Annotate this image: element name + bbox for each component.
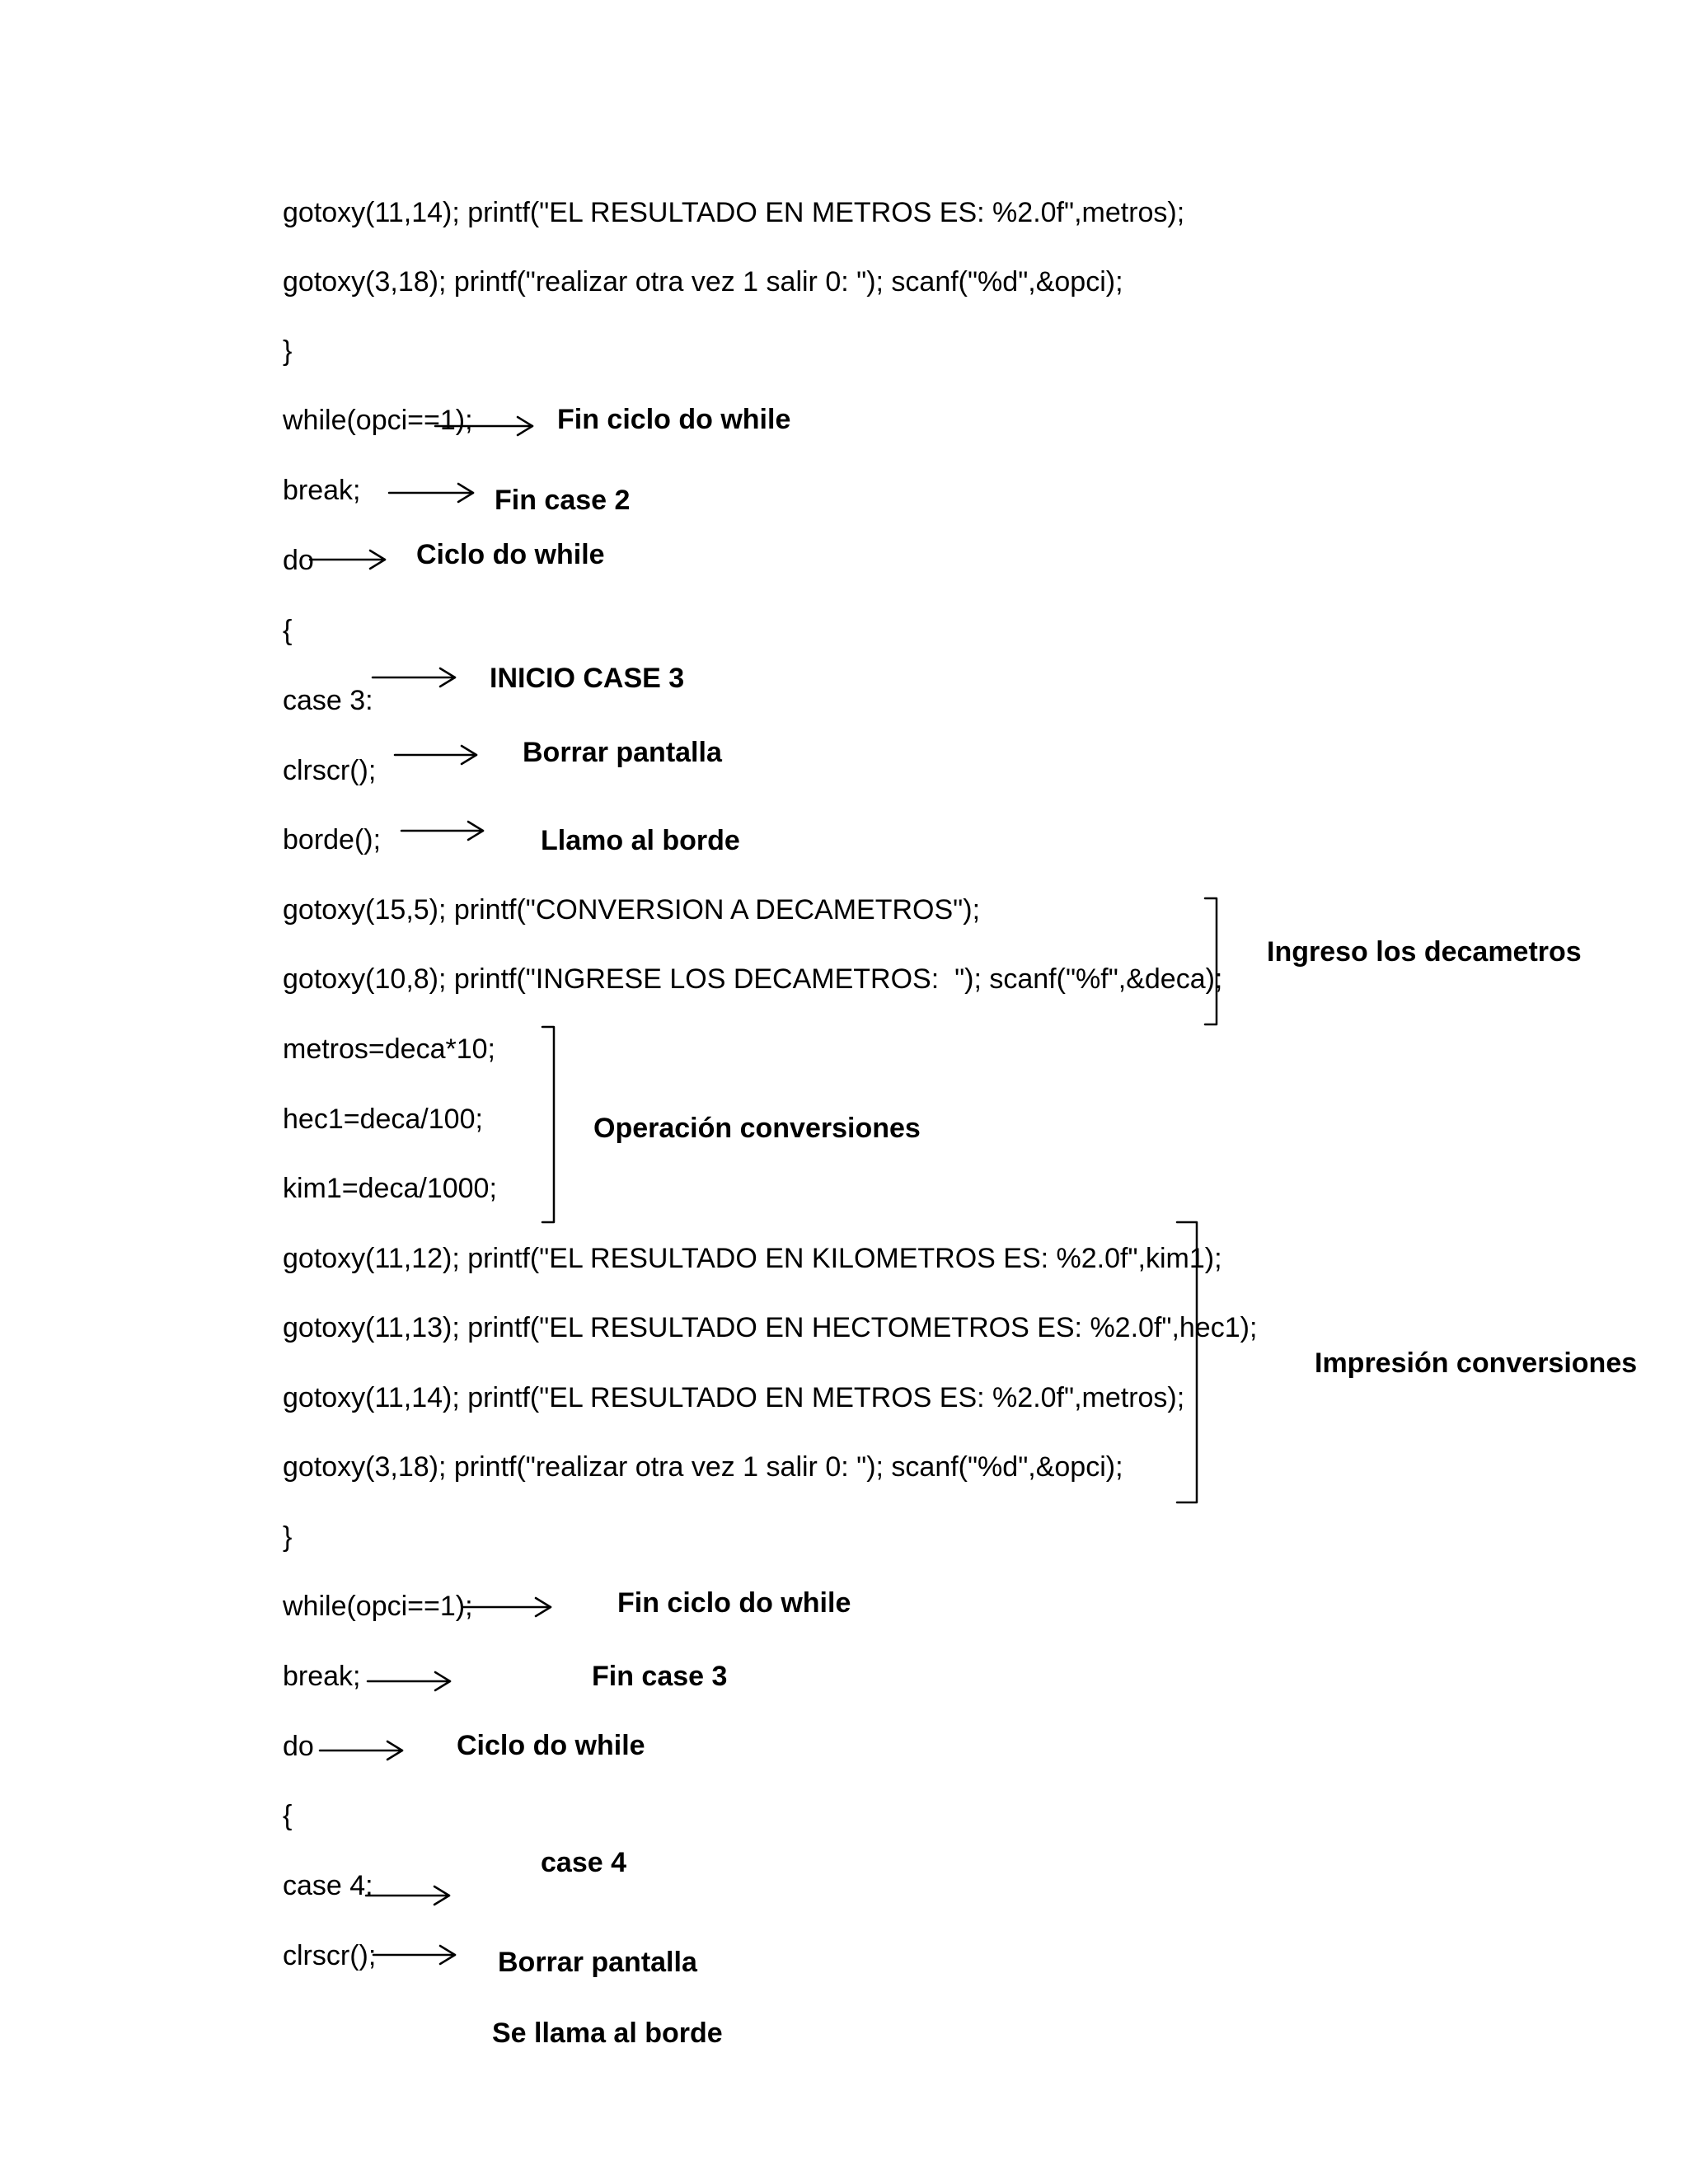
arrow-icon [368,1672,450,1690]
annotation-label: Fin ciclo do while [617,1587,851,1619]
code-line: gotoxy(15,5); printf("CONVERSION A DECAMETROS"); [283,894,981,926]
code-line: hec1=deca/100; [283,1104,483,1135]
annotation-label: INICIO CASE 3 [490,663,685,694]
arrow-icon [463,1598,551,1616]
code-line: gotoxy(3,18); printf("realizar otra vez 1 salir 0: "); scanf("%d",&opci); [283,1451,1123,1483]
code-line: gotoxy(11,14); printf("EL RESULTADO EN METROS ES: %2.0f",metros); [283,197,1185,228]
arrow-icon [373,668,455,687]
annotation-label: case 4 [541,1847,626,1878]
code-line: case 3: [283,685,373,716]
code-line: borde(); [283,824,382,855]
code-line: do [283,1731,314,1762]
code-line: gotoxy(10,8); printf("INGRESE LOS DECAMETROS: "); scanf("%f",&deca); [283,963,1223,995]
annotation-label: Borrar pantalla [498,1947,697,1978]
arrow-icon [401,822,483,840]
code-line: while(opci==1); [283,405,473,436]
code-line: case 4: [283,1870,373,1901]
code-line: while(opci==1); [283,1591,473,1622]
annotation-label: Borrar pantalla [523,737,722,768]
bracket-icon [1205,898,1217,1024]
code-line: do [283,545,314,576]
annotation-label: Fin ciclo do while [557,404,791,435]
code-line: gotoxy(3,18); printf("realizar otra vez 1 salir 0: "); scanf("%d",&opci); [283,266,1123,298]
annotation-label: Ciclo do while [457,1730,645,1761]
arrow-icon [389,484,473,502]
code-line: break; [283,475,361,506]
code-line: gotoxy(11,13); printf("EL RESULTADO EN HECTOMETROS ES: %2.0f",hec1); [283,1312,1258,1343]
annotation-label: Operación conversiones [593,1113,921,1144]
annotation-label: Llamo al borde [541,825,740,856]
annotation-label: Fin case 2 [495,485,631,516]
annotation-label: Impresión conversiones [1315,1347,1638,1379]
code-line: kim1=deca/1000; [283,1173,497,1204]
code-line: } [283,1521,293,1553]
arrow-icon [310,551,385,569]
code-line: clrscr(); [283,755,377,786]
code-line: metros=deca*10; [283,1033,495,1065]
code-line: clrscr(); [283,1940,377,1971]
code-line: gotoxy(11,14); printf("EL RESULTADO EN METROS ES: %2.0f",metros); [283,1382,1185,1413]
code-line: { [283,615,293,646]
annotation-label: Se llama al borde [492,2018,723,2049]
code-line: break; [283,1661,361,1692]
arrow-icon [320,1741,402,1760]
code-line: { [283,1800,293,1831]
arrow-icon [366,1886,449,1905]
annotation-label: Fin case 3 [592,1661,728,1692]
arrow-icon [395,746,476,764]
code-line: } [283,335,293,367]
bracket-icon [542,1027,554,1222]
annotation-label: Ciclo do while [416,539,605,570]
arrow-icon [373,1946,455,1964]
code-line: gotoxy(11,12); printf("EL RESULTADO EN KILOMETROS ES: %2.0f",kim1); [283,1243,1222,1274]
annotation-label: Ingreso los decametros [1267,936,1582,968]
